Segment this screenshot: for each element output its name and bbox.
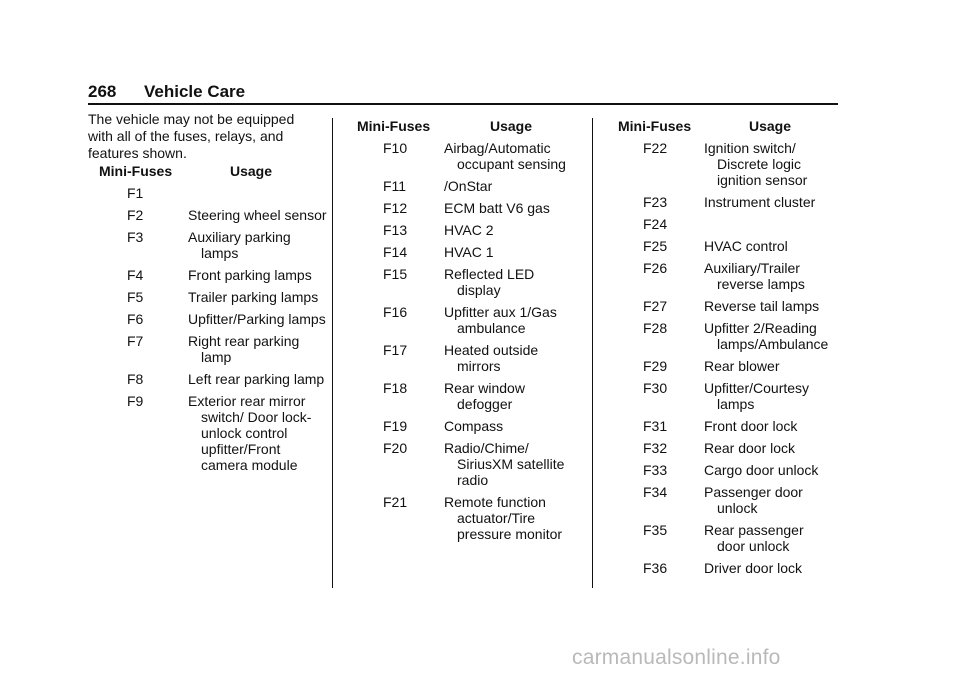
fuse-usage: Upfitter 2/Reading lamps/Ambulance	[704, 320, 829, 352]
table-row	[127, 267, 327, 283]
fuse-usage: Driver door lock	[704, 560, 803, 576]
fuse-usage: Airbag/Automatic occupant sensing	[444, 140, 566, 172]
fuse-usage: Rear window defogger	[444, 380, 525, 412]
fuse-usage: Instrument cluster	[704, 194, 816, 210]
fuse-id: F4	[127, 267, 144, 283]
table-row	[127, 229, 327, 261]
table-row	[383, 440, 578, 488]
fuse-usage: Reverse tail lamps	[704, 298, 820, 314]
table-row	[643, 194, 833, 210]
fuse-table	[643, 140, 833, 582]
table-row	[643, 358, 833, 374]
table-row	[643, 238, 833, 254]
fuse-usage: Rear door lock	[704, 440, 796, 456]
page-title: Vehicle Care	[144, 82, 246, 101]
table-row	[127, 333, 327, 365]
fuse-usage: Ignition switch/ Discrete logic ignition sensor	[704, 140, 808, 188]
table-row	[383, 266, 578, 298]
fuse-usage: Compass	[444, 418, 504, 434]
fuse-usage: ECM batt V6 gas	[444, 200, 550, 216]
column-header-usage: Usage	[490, 118, 533, 134]
fuse-usage: Upfitter/Courtesy lamps	[704, 380, 810, 412]
fuse-id: F32	[643, 440, 668, 456]
intro-paragraph: The vehicle may not be equipped with all of the fuses, relays, and features shown.	[88, 111, 295, 161]
column-header-fuses: Mini-Fuses	[618, 118, 692, 134]
table-row	[383, 342, 578, 374]
table-row	[643, 298, 833, 314]
fuse-id: F12	[383, 200, 408, 216]
fuse-id: F1	[127, 185, 144, 201]
fuse-usage: Right rear parking lamp	[188, 333, 300, 365]
fuse-id: F33	[643, 462, 668, 478]
fuse-id: F20	[383, 440, 408, 456]
fuse-id: F7	[127, 333, 144, 349]
table-row	[383, 304, 578, 336]
fuse-usage: Front parking lamps	[188, 267, 312, 283]
fuse-id: F5	[127, 289, 144, 305]
table-row	[127, 311, 327, 327]
fuse-id: F36	[643, 560, 668, 576]
fuse-id: F14	[383, 244, 408, 260]
table-row	[127, 185, 327, 201]
table-row	[127, 371, 327, 387]
header-rule	[88, 103, 838, 105]
fuse-usage: Left rear parking lamp	[188, 371, 325, 387]
fuse-id: F2	[127, 207, 144, 223]
fuse-id: F29	[643, 358, 668, 374]
fuse-id: F28	[643, 320, 668, 336]
table-row	[643, 560, 833, 576]
table-row	[643, 440, 833, 456]
table-row	[383, 140, 578, 172]
table-row	[643, 140, 833, 188]
table-row	[643, 320, 833, 352]
fuse-usage: Reflected LED display	[444, 266, 535, 298]
fuse-id: F34	[643, 484, 668, 500]
fuse-usage: HVAC control	[704, 238, 788, 254]
fuse-id: F10	[383, 140, 408, 156]
column-header-fuses: Mini-Fuses	[99, 163, 173, 179]
table-row	[383, 418, 578, 434]
table-row	[383, 494, 578, 542]
fuse-id: F24	[643, 216, 668, 232]
fuse-id: F26	[643, 260, 668, 276]
fuse-id: F15	[383, 266, 408, 282]
fuse-usage: Upfitter aux 1/Gas ambulance	[444, 304, 557, 336]
fuse-id: F16	[383, 304, 408, 320]
column-divider	[332, 118, 333, 588]
fuse-usage: Exterior rear mirror switch/ Door lock-unlock control upfitter/Front camera module	[188, 393, 312, 473]
table-row	[383, 200, 578, 216]
fuse-usage: Upfitter/Parking lamps	[188, 311, 326, 327]
fuse-id: F25	[643, 238, 668, 254]
fuse-usage: HVAC 2	[444, 222, 494, 238]
table-row	[127, 207, 327, 223]
column-header-usage: Usage	[749, 118, 792, 134]
fuse-usage: Front door lock	[704, 418, 798, 434]
fuse-usage: Heated outside mirrors	[444, 342, 539, 374]
fuse-id: F8	[127, 371, 144, 387]
table-row	[643, 418, 833, 434]
fuse-id: F18	[383, 380, 408, 396]
table-row	[383, 178, 578, 194]
column-header-fuses: Mini-Fuses	[357, 118, 431, 134]
fuse-id: F31	[643, 418, 668, 434]
fuse-id: F27	[643, 298, 668, 314]
fuse-usage: Remote function actuator/Tire pressure monitor	[444, 494, 563, 542]
watermark: carmanualsonline.info	[572, 646, 781, 669]
fuse-id: F21	[383, 494, 408, 510]
fuse-usage: Steering wheel sensor	[188, 207, 327, 223]
fuse-id: F13	[383, 222, 408, 238]
column-divider	[592, 118, 593, 588]
fuse-id: F6	[127, 311, 144, 327]
fuse-usage: Cargo door unlock	[704, 462, 819, 478]
table-row	[643, 216, 833, 232]
table-row	[643, 380, 833, 412]
fuse-id: F35	[643, 522, 668, 538]
fuse-id: F17	[383, 342, 408, 358]
table-row	[383, 380, 578, 412]
page-number: 268	[88, 82, 117, 101]
table-row	[383, 244, 578, 260]
fuse-table	[383, 140, 578, 548]
fuse-id: F19	[383, 418, 408, 434]
table-row	[127, 393, 327, 473]
table-row	[643, 260, 833, 292]
fuse-usage: HVAC 1	[444, 244, 494, 260]
fuse-table	[127, 185, 327, 479]
fuse-usage: Auxiliary/Trailer reverse lamps	[704, 260, 805, 292]
fuse-id: F3	[127, 229, 144, 245]
fuse-usage: Trailer parking lamps	[188, 289, 319, 305]
fuse-id: F30	[643, 380, 668, 396]
table-row	[127, 289, 327, 305]
table-row	[643, 522, 833, 554]
fuse-usage: Rear blower	[704, 358, 780, 374]
column-header-usage: Usage	[230, 163, 273, 179]
fuse-usage: Passenger door unlock	[704, 484, 803, 516]
fuse-id: F23	[643, 194, 668, 210]
table-row	[383, 222, 578, 238]
fuse-usage: Rear passenger door unlock	[704, 522, 804, 554]
fuse-usage: /OnStar	[444, 178, 493, 194]
fuse-id: F22	[643, 140, 668, 156]
table-row	[643, 484, 833, 516]
fuse-id: F11	[383, 178, 407, 194]
fuse-usage: Auxiliary parking lamps	[188, 229, 291, 261]
fuse-id: F9	[127, 393, 144, 409]
table-row	[643, 462, 833, 478]
fuse-usage: Radio/Chime/ SiriusXM satellite radio	[444, 440, 565, 488]
